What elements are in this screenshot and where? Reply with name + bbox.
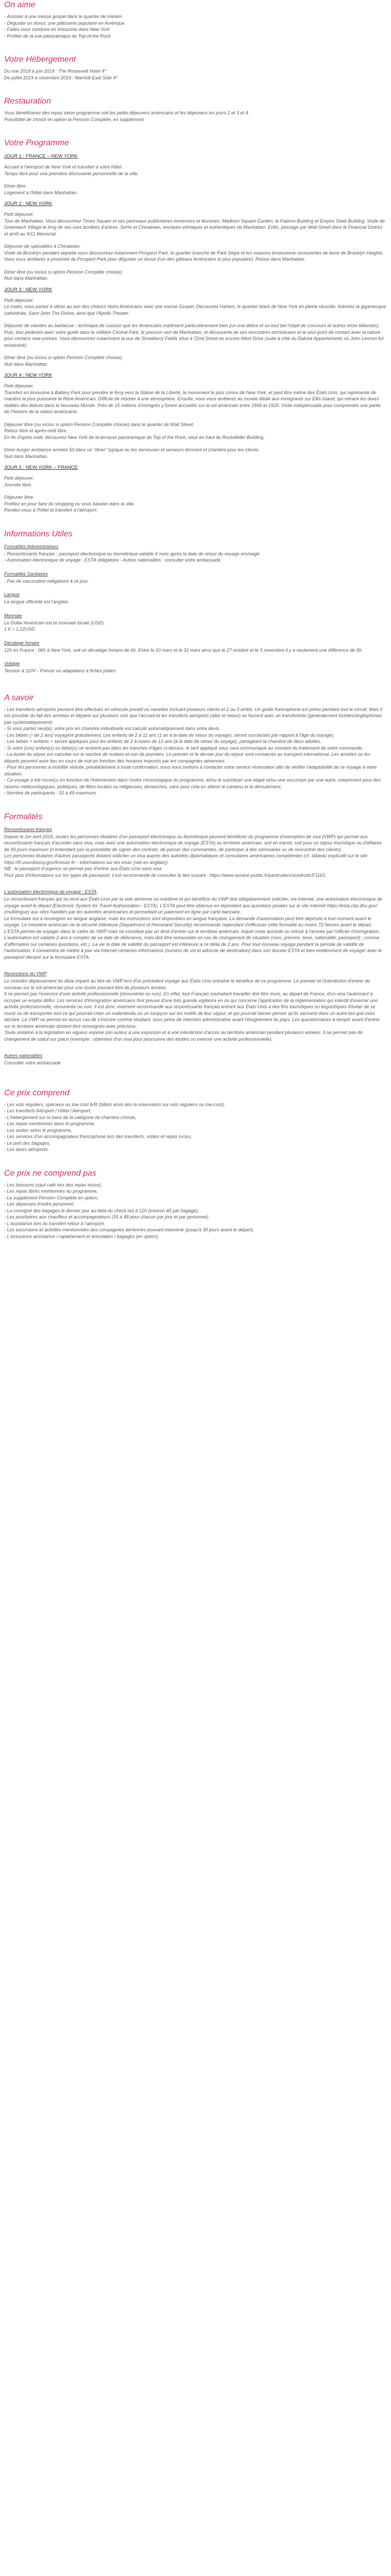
day-paragraph: Petit déjeuner. [4,212,34,217]
info-line: - Ressortissants français : passeport électronique ou biométrique valable 6 mois après la date de retour du voyage envisagé. [4,551,261,556]
day-paragraph: Accueil à l'aéroport de New York et transfert à votre hôtel. [4,164,123,170]
info-heading: Décalage horaire [4,640,40,646]
price-exclude-item: - Le supplément Pension Complète en option, [4,1195,99,1200]
day-paragraph: Retour libre et après-midi libre. [4,428,68,433]
spacer [4,653,387,656]
formality-heading: Restrictions du VWP [4,971,47,976]
highlight-item: - Faites vous conduire en limousine dans New York [4,27,110,32]
day-paragraph: Profitez en pour faire du shopping ou vous balader dans la ville. [4,501,135,506]
day-paragraph: Temps libre pour une première découverte personnelle de la ville. [4,171,139,176]
price-excludes-list [4,1182,387,1240]
price-exclude-item: - Les dépenses d'ordre personnel, [4,1201,75,1207]
day-paragraph: Nuit dans Manhattan. [4,453,48,459]
info-heading: Monnaie [4,613,22,618]
spacer [4,237,387,243]
day-paragraph: Transfert en limousine à Battery Park pour prendre le ferry vers la Statue de la Liberté, le monument le plus connu de New York, et peut être même des États Unis, qui représente de manière la plus puissante la Rêve Américain. Difficile de résister à une atmosphère. Ensuite, vous vous arrêterez au musée dédié aux immigrants sur Ellis Island, qui retrace les dures réalités des débuts dans le Nouveau Monde. Près de 15 millions d'immigrés y furent accueillis sur le sol américain entre 1890 et 1920. Visite indispensable pour comprendre une partie de l'histoire de la nation américaine. [4,389,381,414]
useful-info-title: Informations Utiles [4,529,73,538]
programme-title: Votre Programme [4,139,69,147]
meals-line: Possibilité de choisir en option la Pension Complète, en supplément [4,116,144,122]
formality-paragraph: L'ESTA permet de voyager dans le cadre du VWP mais ne constitue pas un droit d'entrer sur le territoire américain, lequel reste accordé ou refusé à l'arrivée par l'officier d'immigration. [4,928,380,934]
good-to-know-item: - Les transferts aéroports peuvent être effectués en véhicule privatif ou navettes incluant plusieurs clients et 2 ou 3 arrêts. Un guide francophone est prévu pendant tout le circuit. Mais il est possible du fait des arrivées et départs sur plusieurs vols que l'accueil et les transferts aéroports (aller et retour) se fassent avec un transfertiste (généralement ils/elles/anglophones pas systématiquement). [4,706,382,725]
spacer [4,1042,387,1048]
day-paragraph: Petit déjeuner. [4,383,34,388]
day-paragraph: Diner burger ambiance années 50 dans un "diner" typique ou les serveuses et serveurs donnent et chantent pour les clients. [4,447,260,452]
price-exclude-item: - Les repas libres mentionnés au programme, [4,1189,98,1194]
info-heading: Formalités Sanitaires [4,571,48,577]
day-paragraph: Visite de Brooklyn pendant laquelle vous découvrirez notamment Prospect Park, le quartier branché de Park Slope et les maisons brownstone recouvertes de lierre de Brooklyn Heights. [4,250,384,256]
good-to-know-item: - Les bébés (- de 2 ans) voyagent gratuitement. Les enfants de 2 à 11 ans (1 an à la date de retour du voyage), seront surclassés par rapport à l'âge du voyage). [4,732,335,738]
spacer [4,263,387,269]
good-to-know-item: - Pour les personnes à mobilité réduite, préalablement à toute confirmation, nous vous invitons à contacter notre service réservation afin de vérifier l'adaptabilité de ce voyage à votre situation. [4,765,377,776]
day-paragraph: Dîner libre. [4,183,27,189]
day-paragraph: Nuit dans Manhattan. [4,361,48,367]
section-programme [4,138,387,514]
useful-info-blocks [4,544,387,677]
spacer [4,605,387,608]
day-paragraph: Journée libre. [4,482,32,487]
page [0,0,391,1260]
day-paragraph: Dîner libre (ou inclus si option Pension Complète choisie). [4,355,123,360]
section-accommodation [4,55,387,81]
info-line: - Autorisation électronique de voyage : ESTA obligatoire - Autres nationalités : consulter votre ambassade. [4,557,222,563]
spacer [4,960,387,967]
info-line: 1 € = 1,12USD [4,626,35,632]
spacer [4,440,387,447]
spacer [4,584,387,587]
spacer [4,348,387,354]
highlights-title: On aime [4,1,36,9]
formality-paragraph: NB : le passeport d'urgence ne permet pas d'entrer aux États-Unis sans visa. [4,866,163,871]
section-highlights [4,0,387,39]
day-paragraph: Dîner libre (ou inclus si option Pension Complète choisie). [4,269,123,275]
info-heading: Formalités Administratives [4,544,59,549]
price-exclude-item: - L'assurance assistance / rapatriement et annulation / bagages (en option). [4,1233,159,1239]
price-include-item: - Les services d'un accompagnateur francophone lors des transferts, visites et repas inclus, [4,1134,192,1139]
highlight-item: - Assister à une messe gospel dans le quartier de Harlem [4,14,122,19]
day-paragraph: Tour de Manhattan. Vous découvrirez Times Square et ses panneaux publicitaires immenses et illuminés, Madison Square Garden, le Flatiron Building et Empire State Building. Visite de Greenwich Village le long de ses rues bordées d'arbres. SoHo et Chinatown, enclaves ethniques et authentiques de Manhattan. Enfin, passage par Wall Street dans le Financial District et arrêt au 9/11 Memorial. [4,218,385,236]
day-paragraph: Déjeuner libre. [4,495,35,500]
day-title: JOUR 1 : FRANCE – NEW YORK [4,154,78,159]
good-to-know-list [4,706,387,796]
section-price-excludes [4,1168,387,1240]
price-include-item: - Les taxes aéroports. [4,1147,50,1152]
formality-heading: Ressortissants français [4,826,53,832]
formalities-blocks [4,826,387,1073]
highlight-item: - Profiter de la vue panoramique du Top of the Rock [4,33,111,39]
formality-paragraph: Pour plus d'informations sur les types de passeport, il est recommandé de consulter le lien suivant : https://www.service-public.fr/particuliers/vosdroits/F1163. [4,872,327,878]
day-paragraph: Le matin, vous partez à vibrer au son des chœurs Noirs Américains avec une messe Gospel. Découvrez Harlem, le quartier black de New York en pleine réussite. Admirez la gigantesque cathédrale, Saint John The Divine, ainsi que l'Apollo Theater. [4,304,386,316]
spacer [4,488,387,494]
meals-title: Restauration [4,97,51,106]
highlight-item: - Déguster un donut, une pâtisserie populaire en Amérique [4,20,125,26]
day-paragraph: Nuit dans Manhattan. [4,276,48,281]
formalities-title: Formalités [4,812,43,821]
good-to-know-item: - Ce voyage a été reconçu en fonction de l'intervention dans l'ordre chronologique du programme, et/ou le substituer une étape et/ou une excursion par une autre, notamment pour des raisons météorologiques, politiques, de fêtes locales ou religieuses, dimanches, sans pour cela en altérer le contenu et le déroulement. [4,777,381,789]
spacer [4,878,387,885]
info-line: - Pas de vaccination obligatoire à ce jour. [4,578,89,584]
info-line: Le Dollar Américain est la monnaie locale (USD). [4,620,105,625]
formality-paragraph: Depuis le 1er avril 2016, seules les personnes titulaires d'un passeport électronique ou biométrique peuvent bénéficier du programme d'exemption de visa (VWP) qui permet aux ressortissants français d'accéder sans visa, mais avec une autorisation électronique de voyage (ESTA) au territoire américain, soit en transit, soit pour un séjour touristique ou d'affaires de 90 jours maximum (n'entendant pas la possibilité de signer des contrats, de passer des commandes, de participer à des séminaires ou de rencontrer des clients). [4,834,382,852]
info-line: 12h en France : 06h à New York, soit un décalage horaire de 6h. Entre le 10 mars et le 31 mars ainsi que le 27 octobre et le 3 novembre il y a seulement une différence de 5h. [4,647,363,653]
day-paragraph: Rendez-vous à l'hôtel et transfert à l'aéroport. [4,507,98,513]
day-paragraph: Logement à l'hôtel dans Manhattan. [4,190,78,195]
day-title: JOUR 3 : NEW YORK [4,286,53,293]
day-paragraph: Déjeuner de spécialités à Chinatown. [4,244,81,249]
section-price-includes [4,1088,387,1153]
price-excludes-title: Ce prix ne comprend pas [4,1168,96,1178]
day-paragraph: Petit déjeuner. [4,476,34,481]
spacer [4,316,387,323]
day-paragraph: Vous vous arrêterez à proximité de Prospect Park pour déguster un donut (l'un des gâteaux Américains le plus populaire). Retour dans Manhattan. [4,257,305,262]
info-line: La langue officielle est l'anglais. [4,599,70,604]
formality-paragraph: Consulter votre ambassade [4,1060,61,1065]
accommodation-line: Du mai 2019 à juin 2019 : The Roosevelt Hotel 4* [4,69,106,74]
section-good-to-know [4,693,387,796]
day-paragraph: Petit déjeuner. [4,297,34,303]
price-include-item: - Les vols réguliers, spécieux ou low cost A/R (billets émis dès la réservation sur vols réguliers ou low-cost), [4,1101,225,1107]
spacer [4,1066,387,1073]
price-includes-list [4,1101,387,1153]
good-to-know-item: - Si vous partez seul(e), votre prix en chambre individuelle est calculé automatiquement dans votre devis. [4,726,221,731]
price-include-item: - Le port des bagages, [4,1140,51,1146]
price-include-item: - Les visites selon le programme, [4,1127,73,1133]
price-exclude-item: - Les pourboires aux chauffeur et accompagnateurs (35 à 48 pour chacun par jour et par personne), [4,1214,209,1219]
day-paragraph: En fin d'après-midi, découvrez New York de la terrasse panoramique du Top of the Rock, situé en haut du Rockefeller Building. [4,434,265,440]
day-paragraph: Déjeuner de viandes au barbecue - technique de cuisson que les Américains maîtrisent particulièrement bien (un vrai délice et un tout bel l'objet de concours et autres show télévisés). [4,323,380,328]
price-includes-title: Ce prix comprend [4,1088,70,1097]
section-meals [4,96,387,123]
price-include-item: - L'hébergement sur la base de la catégorie de chambre choisie, [4,1114,137,1120]
price-include-item: - Les repas mentionnés dans le programme, [4,1121,95,1126]
day-title: JOUR 5 : NEW YORK – FRANCE [4,465,78,470]
good-to-know-title: A savoir [4,693,34,702]
meals-line: Vous bénéficierez des repas selon programme soit les petits déjeuners américains et les déjeuners les jours 2 et 3 et 4. [4,110,250,115]
spacer [4,177,387,183]
section-useful-info [4,529,387,677]
section-formalities [4,812,387,1073]
spacer [4,633,387,636]
info-line: Tension à 110V - Prévoir un adaptateur à fiches plates [4,668,116,673]
formality-paragraph: Le moindre dépassement du délai imparti au titre du VWP lors d'un précédent voyage aux États-Unis entraîne le bénéfice de ce programme. Le premier et l'interdiction d'entrer de nouveau sur le sol américain pour une durée pouvant être de plusieurs années. [4,978,370,990]
price-exclude-item: - L'assistance lors du transfert retour à l'aéroport, [4,1221,105,1226]
day-paragraph: Puis, tour pédestre avec votre guide dans le célèbre Central Park, le poumon vert de Manhattan, et découverte de ses rencontres dominicales et le seul point de contact avec la nature pour certains new-yorkais. Vous découvrirez notamment la vue de Strawberry Fields situé à 72nd Street ou encore West Drive (suite à côté du Dakota Appartements où John Lennon fut assassiné). [4,329,384,348]
accommodation-line: De juillet 2019 à novembre 2019 : Marriott East Side 4* [4,75,118,80]
price-include-item: - Les transferts Aéroport / Hôtel / Aéroport, [4,1108,92,1113]
price-exclude-item: - La consigne des bagages le dernier jour au-delà du check out à 12h (environ 45 par bagage), [4,1208,199,1213]
good-to-know-item: - La durée du séjour est calculée sur le nombre de nuitées et non de journées. Le premier et le dernier jour du séjour sont consacrés au transport international. Les arrivées ou les départs peuvent avoir lieu en cours de nuit en fonction des horaires imposés par les compagnies aériennes. [4,752,370,764]
formality-paragraph: Toute violation à la législation en vigueur expose son auteur à une expulsion et à une interdiction d'accès au territoire américain pendant plusieurs années. Il ne permet pas de changement de statut sur place (exemple : obtention d'un visa pour poursuivre des études ou exercer une activité professionnelle). [4,1030,363,1042]
formality-paragraph: Il ne permet pas l'exercice d'une activité professionnelle (rémunérée ou non). En effet, tout Français souhaitant travailler doit être muni, au départ de France, d'un visa l'autorisant à occuper un emploi défini. Les services d'immigration américains font preuve d'une très grande vigilance en ce qui concerne l'application de la réglementation qui interdit d'exercer une activité professionnelle, rémunérée ou non. Il est donc vivement recommandé aux ressortissants français entrant aux États-Unis à des fins touristiques ou linguistiques d'éviter de se munir ou de transporter tout ce qui pourrait créer un malentendu ou un soupçon sur les motifs de leur séjour, et qui pourrait laisser penser qu'ils viennent dans un autre but que celui déclaré. Le VWP ne permet en aucun cas de s'inscrire comme étudiant, sous peine de rétention administrative avant l'éloignement du pays. Les questionnaires à remplir avant d'entrer sur le territoire américain doivent être renseignés avec précision. [4,991,380,1029]
info-heading: Langue [4,592,20,597]
day-title: JOUR 4 : NEW YORK [4,372,53,378]
info-heading: Voltage [4,661,20,666]
spacer [4,674,387,677]
spacer [4,415,387,421]
formality-paragraph: L'autorisation est valable 2 ans à compter de sa date de délivrance, mais doit être renouvelée en cas de changement de situation (nom, prénom, sexe, nationalité, passeport) ; comme d'affirmation sur certaines questions, etc.). La vie la date de validité du passeport est inférieure à ce délai de 2 ans. Pour tout nouveau voyage pendant la période de validité de l'autorisation, il conviendra de mettre à jour via Internet certaines informations (numéro de vol et adresse de destination) dans son dossier ESTA et bien évidemment de voyager avec le passeport déclaré sur le formulaire ESTA. [4,935,382,960]
formality-heading: Autres nationalités [4,1053,43,1058]
formality-heading: L'autorisation électronique de voyage : ESTA [4,889,97,894]
formality-paragraph: Les personnes titulaires d'autres passeports doivent solliciter un visa auprès des autorités diplomatiques et consulaires américaines compétentes (cf. tableau explicatif sur le site https://fr.usembassy.gov/fr/visas-fr/ - informations sur les visas (site en anglais)). [4,853,368,865]
good-to-know-item: - Si votre (vos) enfant(s) ou bébé(s) ne rentrent pas dans les tranches d'âges ci-dessus, le tarif appliqué vous sera communiqué au moment du traitement de votre commande. [4,745,364,751]
price-exclude-item: - Les boissons (sauf café lors des repas inclus), [4,1182,103,1188]
good-to-know-item: - Nombre de participants : 02 à 49 maximum. [4,790,97,795]
day-paragraph: Déjeuner libre (ou inclus si option Pension Complète choisie) dans le quartier de Wall Street. [4,421,194,427]
good-to-know-item: - Les bébés + enfants + seront appliqués pour les enfants de 2 à moins de 12 ans (à la date de retour du voyage), partageant la chambre de deux adultes. [4,739,321,744]
formality-paragraph: Le formulaire est à renseigner en langue anglaise, mais les instructions sont disponibles en langue française. La demande d'autorisation peut être déposée à tout moment avant le voyage. Le ministère américain de la sécurité intérieure (Department of Homeland Security) recommande cependant d'effectuer cette formalité au moins 72 heures avant le départ. [4,916,372,927]
day-title: JOUR 2 : NEW YORK [4,201,53,207]
spacer [4,564,387,567]
programme-days [4,154,387,514]
price-exclude-item: - Les excursions et activités mentionnées des compagnies aériennes pouvant intervenir (jusqu'à 30 jours avant le départ), [4,1227,254,1232]
accommodation-title: Votre Hébergement [4,55,76,64]
formality-paragraph: Le ressortissant français qui se rend aux États-Unis par la voie aérienne ou maritime et qui bénéficie du VWP doit obligatoirement solliciter, via Internet, une autorisation électronique de voyage avant le départ (Electronic System for Travel Authorization - ESTA). L'ESTA peut être obtenue en répondant aux questions posées sur le site Internet https://esta.cbp.dhs.gov/ (multilingue) aux sites habilités par les autorités américaines et permettant un paiement en ligne par carte bancaire. [4,896,383,914]
